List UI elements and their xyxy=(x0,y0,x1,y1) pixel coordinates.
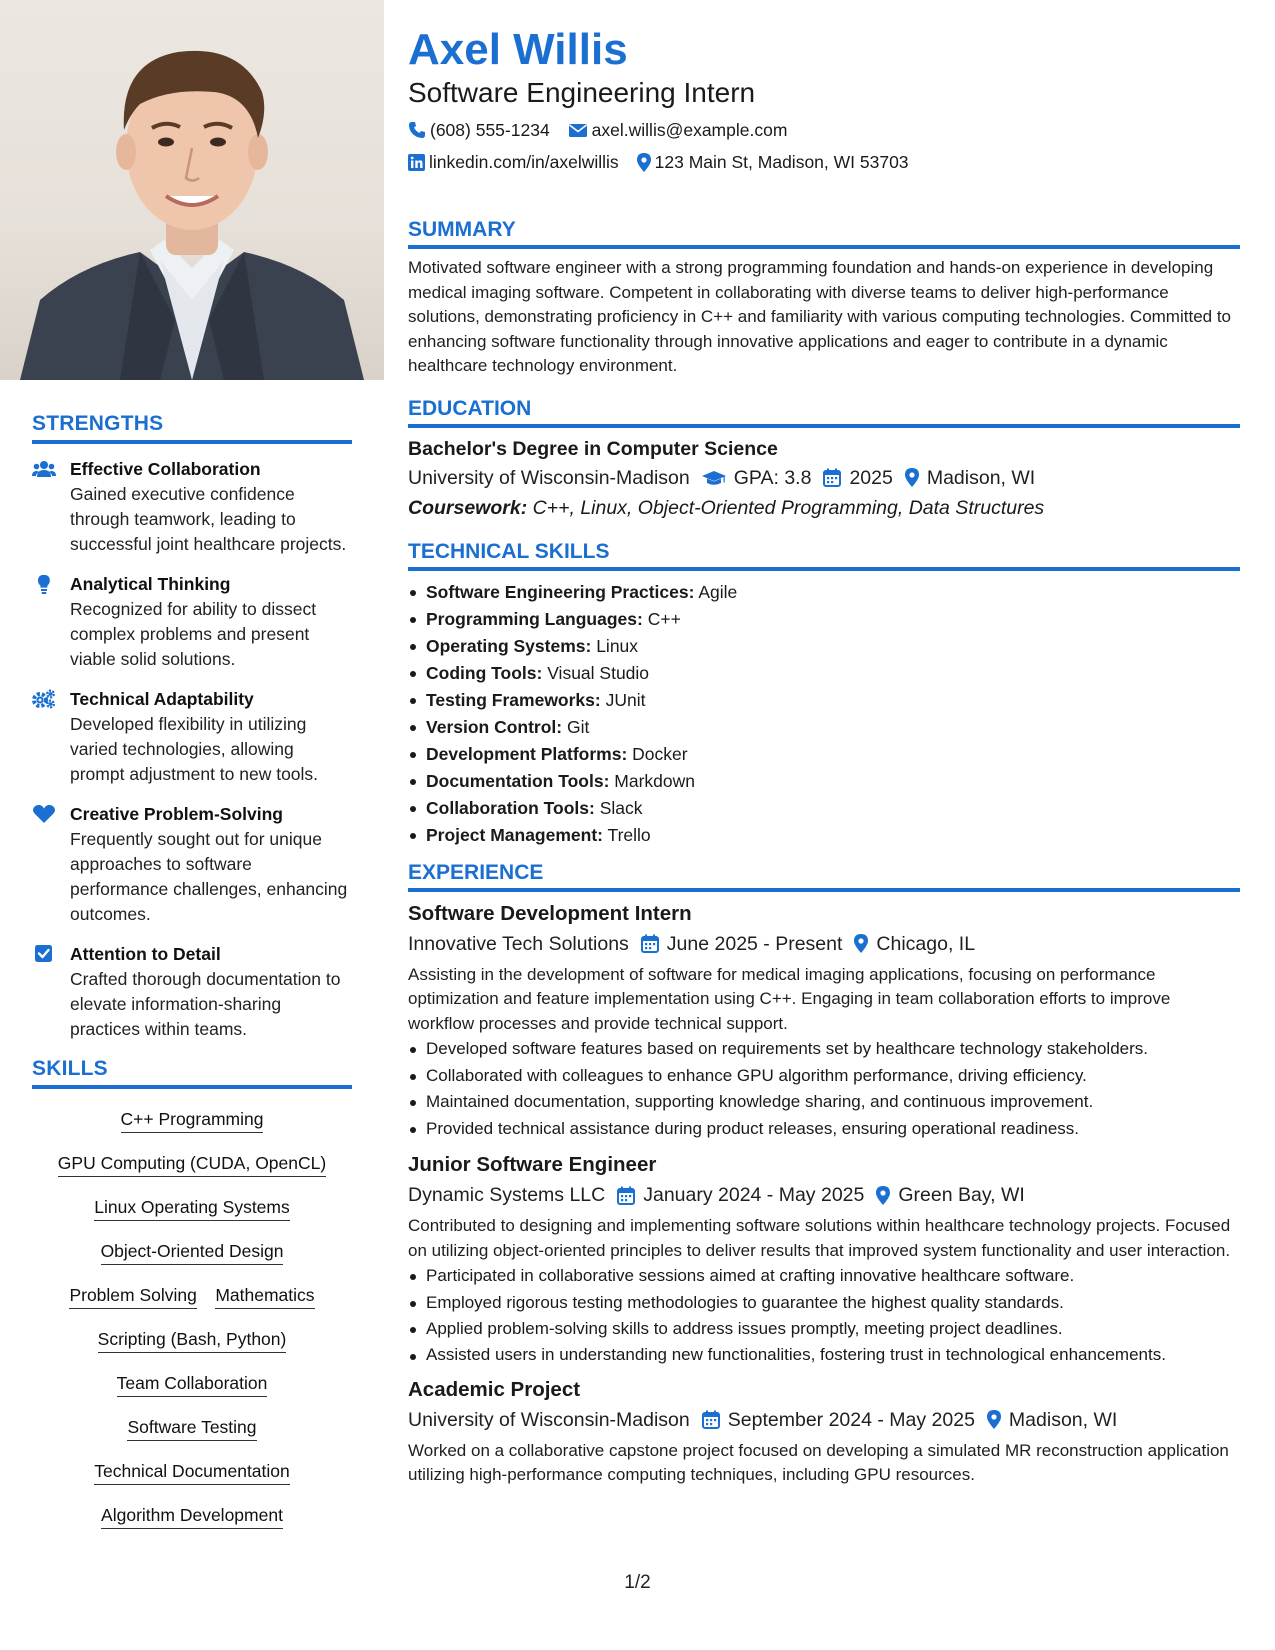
list-item: Testing Frameworks: JUnit xyxy=(408,687,1240,714)
strength-title: Analytical Thinking xyxy=(70,574,231,594)
envelope-icon xyxy=(568,122,588,138)
calendar-icon xyxy=(823,468,841,487)
summary-section xyxy=(408,218,1240,379)
list-item: Programming Languages: C++ xyxy=(408,606,1240,633)
job-description: Contributed to designing and implementing software solutions within healthcare technology projects. Focused on utilizing object-oriented principles to deliver results that improved system functionality and user interaction. xyxy=(408,1216,1231,1260)
job-meta xyxy=(408,1405,1240,1435)
strength-title: Attention to Detail xyxy=(70,944,221,964)
skill-tag: Object-Oriented Design xyxy=(101,1240,284,1265)
portrait-illustration xyxy=(0,0,384,380)
job-bullets xyxy=(408,1036,1240,1142)
skill-tag: Problem Solving xyxy=(69,1284,196,1309)
contact-info xyxy=(408,114,1240,178)
checkbox-icon xyxy=(32,942,70,1042)
list-item: Applied problem-solving skills to address issues promptly, meeting project deadlines. xyxy=(408,1316,1240,1343)
list-item: Maintained documentation, supporting knowledge sharing, and continuous improvement. xyxy=(408,1089,1240,1116)
list-item: Coding Tools: Visual Studio xyxy=(408,660,1240,687)
coursework-label: Coursework: xyxy=(408,496,528,519)
strength-item xyxy=(32,457,352,557)
profile-photo xyxy=(0,0,384,380)
candidate-name: Axel Willis xyxy=(408,25,628,74)
technical-skills-list xyxy=(408,579,1240,849)
list-item: Version Control: Git xyxy=(408,714,1240,741)
address-contact xyxy=(637,147,909,177)
experience-entry xyxy=(408,899,1240,1143)
phone-icon xyxy=(408,121,426,139)
calendar-icon xyxy=(617,1186,635,1205)
map-pin-icon xyxy=(987,1410,1001,1429)
strength-title: Creative Problem-Solving xyxy=(70,804,283,824)
phone-contact[interactable] xyxy=(408,115,550,145)
heart-icon xyxy=(32,802,70,927)
experience-entry xyxy=(408,1375,1240,1488)
left-column xyxy=(32,412,352,1548)
strength-desc: Recognized for ability to dissect complex problems and present viable solid solutions. xyxy=(70,599,317,669)
coursework xyxy=(408,493,1240,524)
strength-item xyxy=(32,572,352,672)
calendar-icon xyxy=(641,934,659,953)
strength-item xyxy=(32,687,352,787)
company-name: Dynamic Systems LLC xyxy=(408,1184,606,1206)
coursework-list: C++, Linux, Object-Oriented Programming, Data Structures xyxy=(532,496,1045,519)
list-item: Operating Systems: Linux xyxy=(408,633,1240,660)
job-dates: January 2024 - May 2025 xyxy=(643,1184,865,1206)
list-item: Collaborated with colleagues to enhance GPU algorithm performance, driving efficiency. xyxy=(408,1063,1240,1090)
skill-tag: Team Collaboration xyxy=(117,1372,268,1397)
education-heading: EDUCATION xyxy=(408,397,1240,428)
job-title: Software Development Intern xyxy=(408,901,692,925)
strength-desc: Gained executive confidence through teamwork, leading to successful joint healthcare projects. xyxy=(70,484,347,554)
job-location: Chicago, IL xyxy=(876,932,976,955)
list-item: Software Engineering Practices: Agile xyxy=(408,579,1240,606)
skill-tag: Software Testing xyxy=(127,1416,256,1441)
skills-list xyxy=(32,1102,352,1529)
degree-title: Bachelor's Degree in Computer Science xyxy=(408,437,778,460)
education-location: Madison, WI xyxy=(926,466,1036,489)
calendar-icon xyxy=(702,1410,720,1429)
list-item: Employed rigorous testing methodologies to guarantee the highest quality standards. xyxy=(408,1290,1240,1317)
map-pin-icon xyxy=(905,468,919,487)
job-description: Assisting in the development of software for medical imaging applications, focusing on performance optimization and feature implementation using C++. Engaging in team collaboration efforts to improve workflow processes and provide technical support. xyxy=(408,964,1171,1033)
summary-heading: SUMMARY xyxy=(408,218,1240,249)
gpa-text: GPA: 3.8 xyxy=(733,466,812,489)
skill-tag: Algorithm Development xyxy=(101,1504,283,1529)
strength-title: Effective Collaboration xyxy=(70,459,261,479)
graduation-year: 2025 xyxy=(849,466,893,489)
skill-tag: Linux Operating Systems xyxy=(94,1196,290,1221)
job-bullets xyxy=(408,1263,1240,1367)
job-meta xyxy=(408,929,1240,959)
job-location: Madison, WI xyxy=(1008,1408,1118,1431)
list-item: Developed software features based on requirements set by healthcare technology stakeholders. xyxy=(408,1036,1240,1063)
experience-heading: EXPERIENCE xyxy=(408,861,1240,892)
job-meta xyxy=(408,1180,1240,1210)
strength-item xyxy=(32,942,352,1042)
technical-skills-section xyxy=(408,540,1240,849)
users-icon xyxy=(32,457,70,557)
linkedin-icon xyxy=(408,154,425,171)
page-number: 1/2 xyxy=(624,1572,651,1593)
skill-tag: C++ Programming xyxy=(121,1108,264,1133)
experience-section xyxy=(408,861,1240,1488)
gears-icon xyxy=(32,687,70,787)
list-item: Project Management: Trello xyxy=(408,822,1240,849)
list-item: Documentation Tools: Markdown xyxy=(408,768,1240,795)
job-dates: September 2024 - May 2025 xyxy=(727,1408,975,1431)
skill-tag: Mathematics xyxy=(215,1284,314,1309)
strengths-heading: STRENGTHS xyxy=(32,412,352,444)
company-name: University of Wisconsin-Madison xyxy=(408,1408,690,1431)
school-name: University of Wisconsin-Madison xyxy=(408,466,690,489)
education-section xyxy=(408,397,1240,524)
education-meta xyxy=(408,463,1240,493)
strength-desc: Frequently sought out for unique approaches to software performance challenges, enhancing outcomes. xyxy=(70,829,348,924)
job-dates: June 2025 - Present xyxy=(666,932,843,955)
right-column xyxy=(408,24,1240,1496)
strength-desc: Crafted thorough documentation to elevate information-sharing practices within teams. xyxy=(70,969,341,1039)
job-title: Junior Software Engineer xyxy=(408,1153,657,1176)
experience-entry xyxy=(408,1150,1240,1367)
list-item: Participated in collaborative sessions aimed at crafting innovative healthcare software. xyxy=(408,1263,1240,1290)
summary-text: Motivated software engineer with a strong programming foundation and hands-on experience in developing medical imaging software. Competent in collaborating with diverse teams to deliver high-performance solutions, demonstrating proficiency in C++ and familiarity with various computing technologies. Committed to enhancing software functionality through innovative applications and eager to contribute in a dynamic healthcare technology environment. xyxy=(408,258,1232,375)
job-title: Academic Project xyxy=(408,1377,581,1401)
linkedin-text: linkedin.com/in/axelwillis xyxy=(429,152,619,172)
lightbulb-icon xyxy=(32,572,70,672)
strength-desc: Developed flexibility in utilizing varied technologies, allowing prompt adjustment to new tools. xyxy=(70,714,319,784)
job-location: Green Bay, WI xyxy=(898,1184,1025,1206)
graduation-cap-icon xyxy=(702,469,726,487)
list-item: Development Platforms: Docker xyxy=(408,741,1240,768)
map-pin-icon xyxy=(854,934,868,953)
address-text: 123 Main St, Madison, WI 53703 xyxy=(654,152,909,172)
email-contact[interactable] xyxy=(568,115,788,145)
list-item: Provided technical assistance during product releases, ensuring operational readiness. xyxy=(408,1116,1240,1143)
map-pin-icon xyxy=(876,1186,890,1205)
company-name: Innovative Tech Solutions xyxy=(408,932,629,955)
linkedin-contact[interactable] xyxy=(408,147,619,177)
skill-tag: Scripting (Bash, Python) xyxy=(98,1328,287,1353)
candidate-title: Software Engineering Intern xyxy=(408,77,756,108)
strength-item xyxy=(32,802,352,927)
list-item: Assisted users in understanding new functionalities, fostering trust in technological enhancements. xyxy=(408,1343,1240,1367)
technical-skills-heading: TECHNICAL SKILLS xyxy=(408,540,1240,571)
strength-title: Technical Adaptability xyxy=(70,689,254,709)
skill-tag: Technical Documentation xyxy=(94,1460,290,1485)
map-pin-icon xyxy=(637,153,651,172)
email-text: axel.willis@example.com xyxy=(591,120,788,140)
phone-text: (608) 555-1234 xyxy=(430,120,550,140)
list-item: Collaboration Tools: Slack xyxy=(408,795,1240,822)
skill-tag: GPU Computing (CUDA, OpenCL) xyxy=(58,1152,326,1177)
skills-heading: SKILLS xyxy=(32,1057,352,1089)
job-description: Worked on a collaborative capstone project focused on developing a simulated MR reconstruction application utilizing high-performance computing techniques, including GPU resources. xyxy=(408,1440,1229,1484)
